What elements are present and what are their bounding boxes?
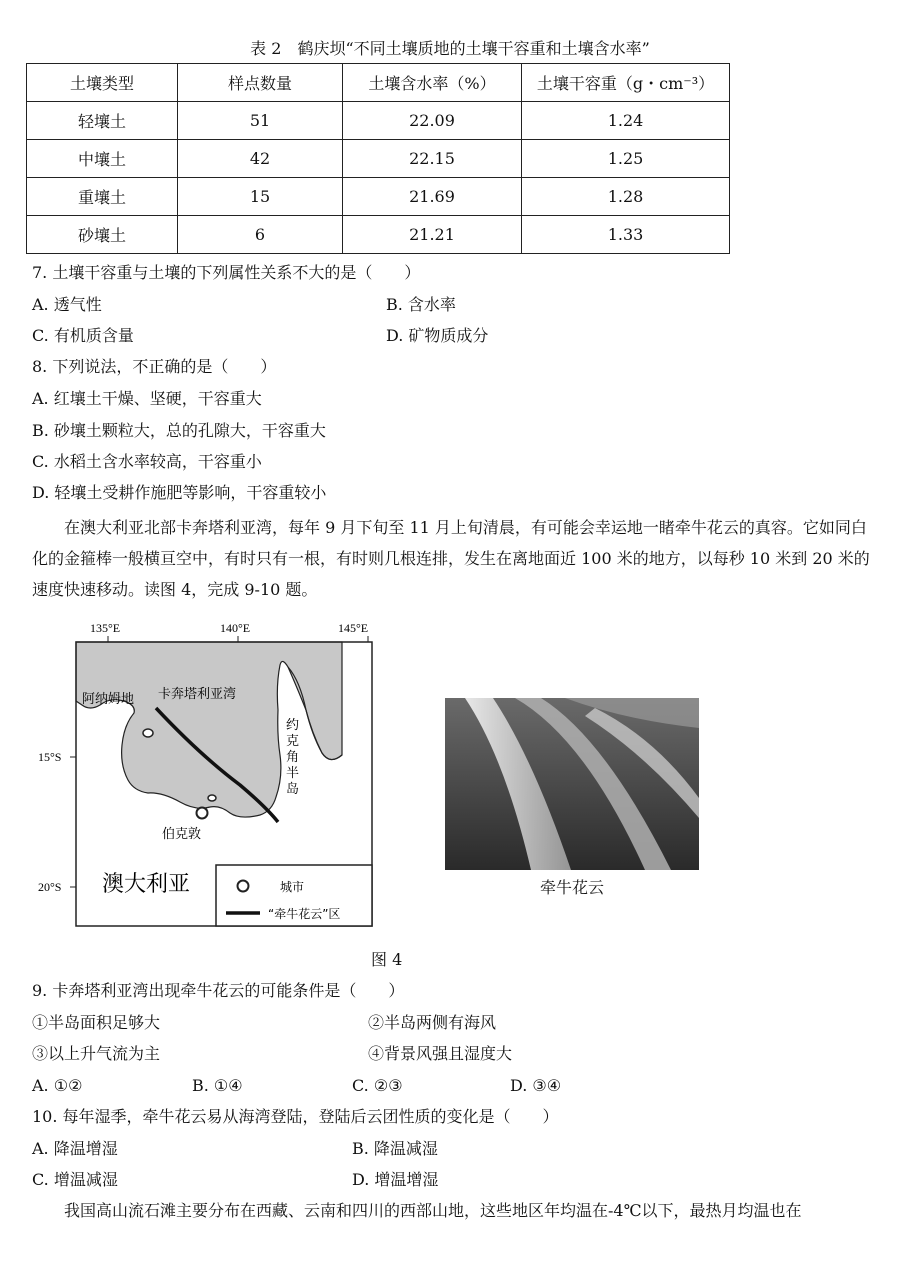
table-cell: 51 — [178, 102, 343, 140]
question-8-option-d: D. 轻壤土受耕作施肥等影响，干容重较小 — [32, 483, 327, 502]
table-cell: 22.15 — [343, 140, 522, 178]
city-marker-burketown — [197, 808, 208, 819]
table-cell: 21.21 — [343, 216, 522, 254]
table-cell: 轻壤土 — [27, 102, 178, 140]
question-9-option-b: B. ①④ — [192, 1076, 243, 1095]
question-9-statement-1: ①半岛面积足够大 — [32, 1013, 161, 1032]
table-header-row — [27, 64, 730, 102]
column-header: 样点数量 — [178, 64, 343, 102]
table-caption: 表 2 鹤庆坝“不同土壤质地的土壤干容重和土壤含水率” — [250, 39, 650, 58]
question-10-option-a: A. 降温增湿 — [32, 1139, 118, 1158]
table-cell: 1.28 — [522, 178, 730, 216]
column-header: 土壤含水率（%） — [343, 64, 522, 102]
label-cape-york: 约 克 角 半 岛 — [286, 718, 300, 797]
question-9-option-c: C. ②③ — [352, 1076, 403, 1095]
legend-city-icon — [238, 881, 249, 892]
question-10-stem: 10. 每年湿季，牵牛花云易从海湾登陆，登陆后云团性质的变化是（ ） — [32, 1107, 559, 1126]
morning-glory-cloud-photo — [445, 698, 699, 870]
question-8-option-c: C. 水稻土含水率较高，干容重小 — [32, 452, 262, 471]
column-header: 土壤干容重（g・cm⁻³） — [522, 64, 730, 102]
question-9-statement-2: ②半岛两侧有海风 — [368, 1013, 497, 1032]
question-7-stem: 7. 土壤干容重与土壤的下列属性关系不大的是（ ） — [32, 263, 421, 282]
lon-label-145: 145°E — [338, 621, 369, 635]
figure-label: 图 4 — [371, 950, 403, 969]
label-gulf: 卡奔塔利亚湾 — [158, 687, 237, 702]
question-9-statement-3: ③以上升气流为主 — [32, 1044, 161, 1063]
passage-morning-glory: 在澳大利亚北部卡奔塔利亚湾，每年 9 月下旬至 11 月上旬清晨，有可能会幸运地一睹牵牛花云的真容。它如同白化的金箍棒一般横亘空中，有时只有一根，有时则几根连排，发生在离地面近 100 米的地方，以每秒 10 米到 20 米的速度快速移动。读图 4，完成 9-10 题。 — [32, 518, 870, 599]
table-cell: 22.09 — [343, 102, 522, 140]
question-9-statement-4: ④背景风强且湿度大 — [368, 1044, 513, 1063]
table-row — [27, 216, 730, 254]
legend-city-label: 城市 — [280, 880, 305, 894]
lat-label-20s: 20°S — [38, 880, 62, 894]
question-8-option-b: B. 砂壤土颗粒大，总的孔隙大，干容重大 — [32, 421, 326, 440]
table-cell: 中壤土 — [27, 140, 178, 178]
question-9-stem: 9. 卡奔塔利亚湾出现牵牛花云的可能条件是（ ） — [32, 981, 405, 1000]
question-10-option-c: C. 增温减湿 — [32, 1170, 118, 1189]
column-header: 土壤类型 — [27, 64, 178, 102]
table-cell: 6 — [178, 216, 343, 254]
question-9-option-a: A. ①② — [32, 1076, 83, 1095]
island-marker — [208, 795, 216, 801]
table-cell: 1.25 — [522, 140, 730, 178]
label-burketown: 伯克敦 — [162, 827, 202, 842]
table-cell: 重壤土 — [27, 178, 178, 216]
question-7-option-d: D. 矿物质成分 — [386, 326, 489, 345]
gulf-of-carpentaria-map — [30, 615, 390, 935]
table-cell: 42 — [178, 140, 343, 178]
lat-label-15s: 15°S — [38, 750, 62, 764]
question-7-option-a: A. 透气性 — [32, 295, 102, 314]
island-marker — [143, 729, 153, 737]
legend-cloud-label: “牵牛花云”区 — [268, 907, 341, 921]
question-9-option-d: D. ③④ — [510, 1076, 562, 1095]
soil-table — [26, 63, 730, 254]
table-cell: 1.24 — [522, 102, 730, 140]
label-australia: 澳大利亚 — [102, 872, 191, 897]
label-arnhem-land: 阿纳姆地 — [82, 692, 135, 707]
question-8-option-a: A. 红壤土干燥、坚硬，干容重大 — [32, 389, 262, 408]
lon-label-135: 135°E — [90, 621, 121, 635]
table-cell: 21.69 — [343, 178, 522, 216]
lon-label-140: 140°E — [220, 621, 251, 635]
question-7-option-c: C. 有机质含量 — [32, 326, 134, 345]
passage-alpine-scree: 我国高山流石滩主要分布在西藏、云南和四川的西部山地，这些地区年均温在-4℃以下，最热月均温也在 — [64, 1201, 802, 1220]
photo-caption: 牵牛花云 — [540, 878, 605, 897]
table-cell: 砂壤土 — [27, 216, 178, 254]
table-row — [27, 140, 730, 178]
table-cell: 1.33 — [522, 216, 730, 254]
table-row — [27, 178, 730, 216]
question-7-option-b: B. 含水率 — [386, 295, 456, 314]
question-10-option-d: D. 增温增湿 — [352, 1170, 439, 1189]
question-10-option-b: B. 降温减湿 — [352, 1139, 438, 1158]
table-row — [27, 102, 730, 140]
question-8-stem: 8. 下列说法，不正确的是（ ） — [32, 357, 277, 376]
table-cell: 15 — [178, 178, 343, 216]
